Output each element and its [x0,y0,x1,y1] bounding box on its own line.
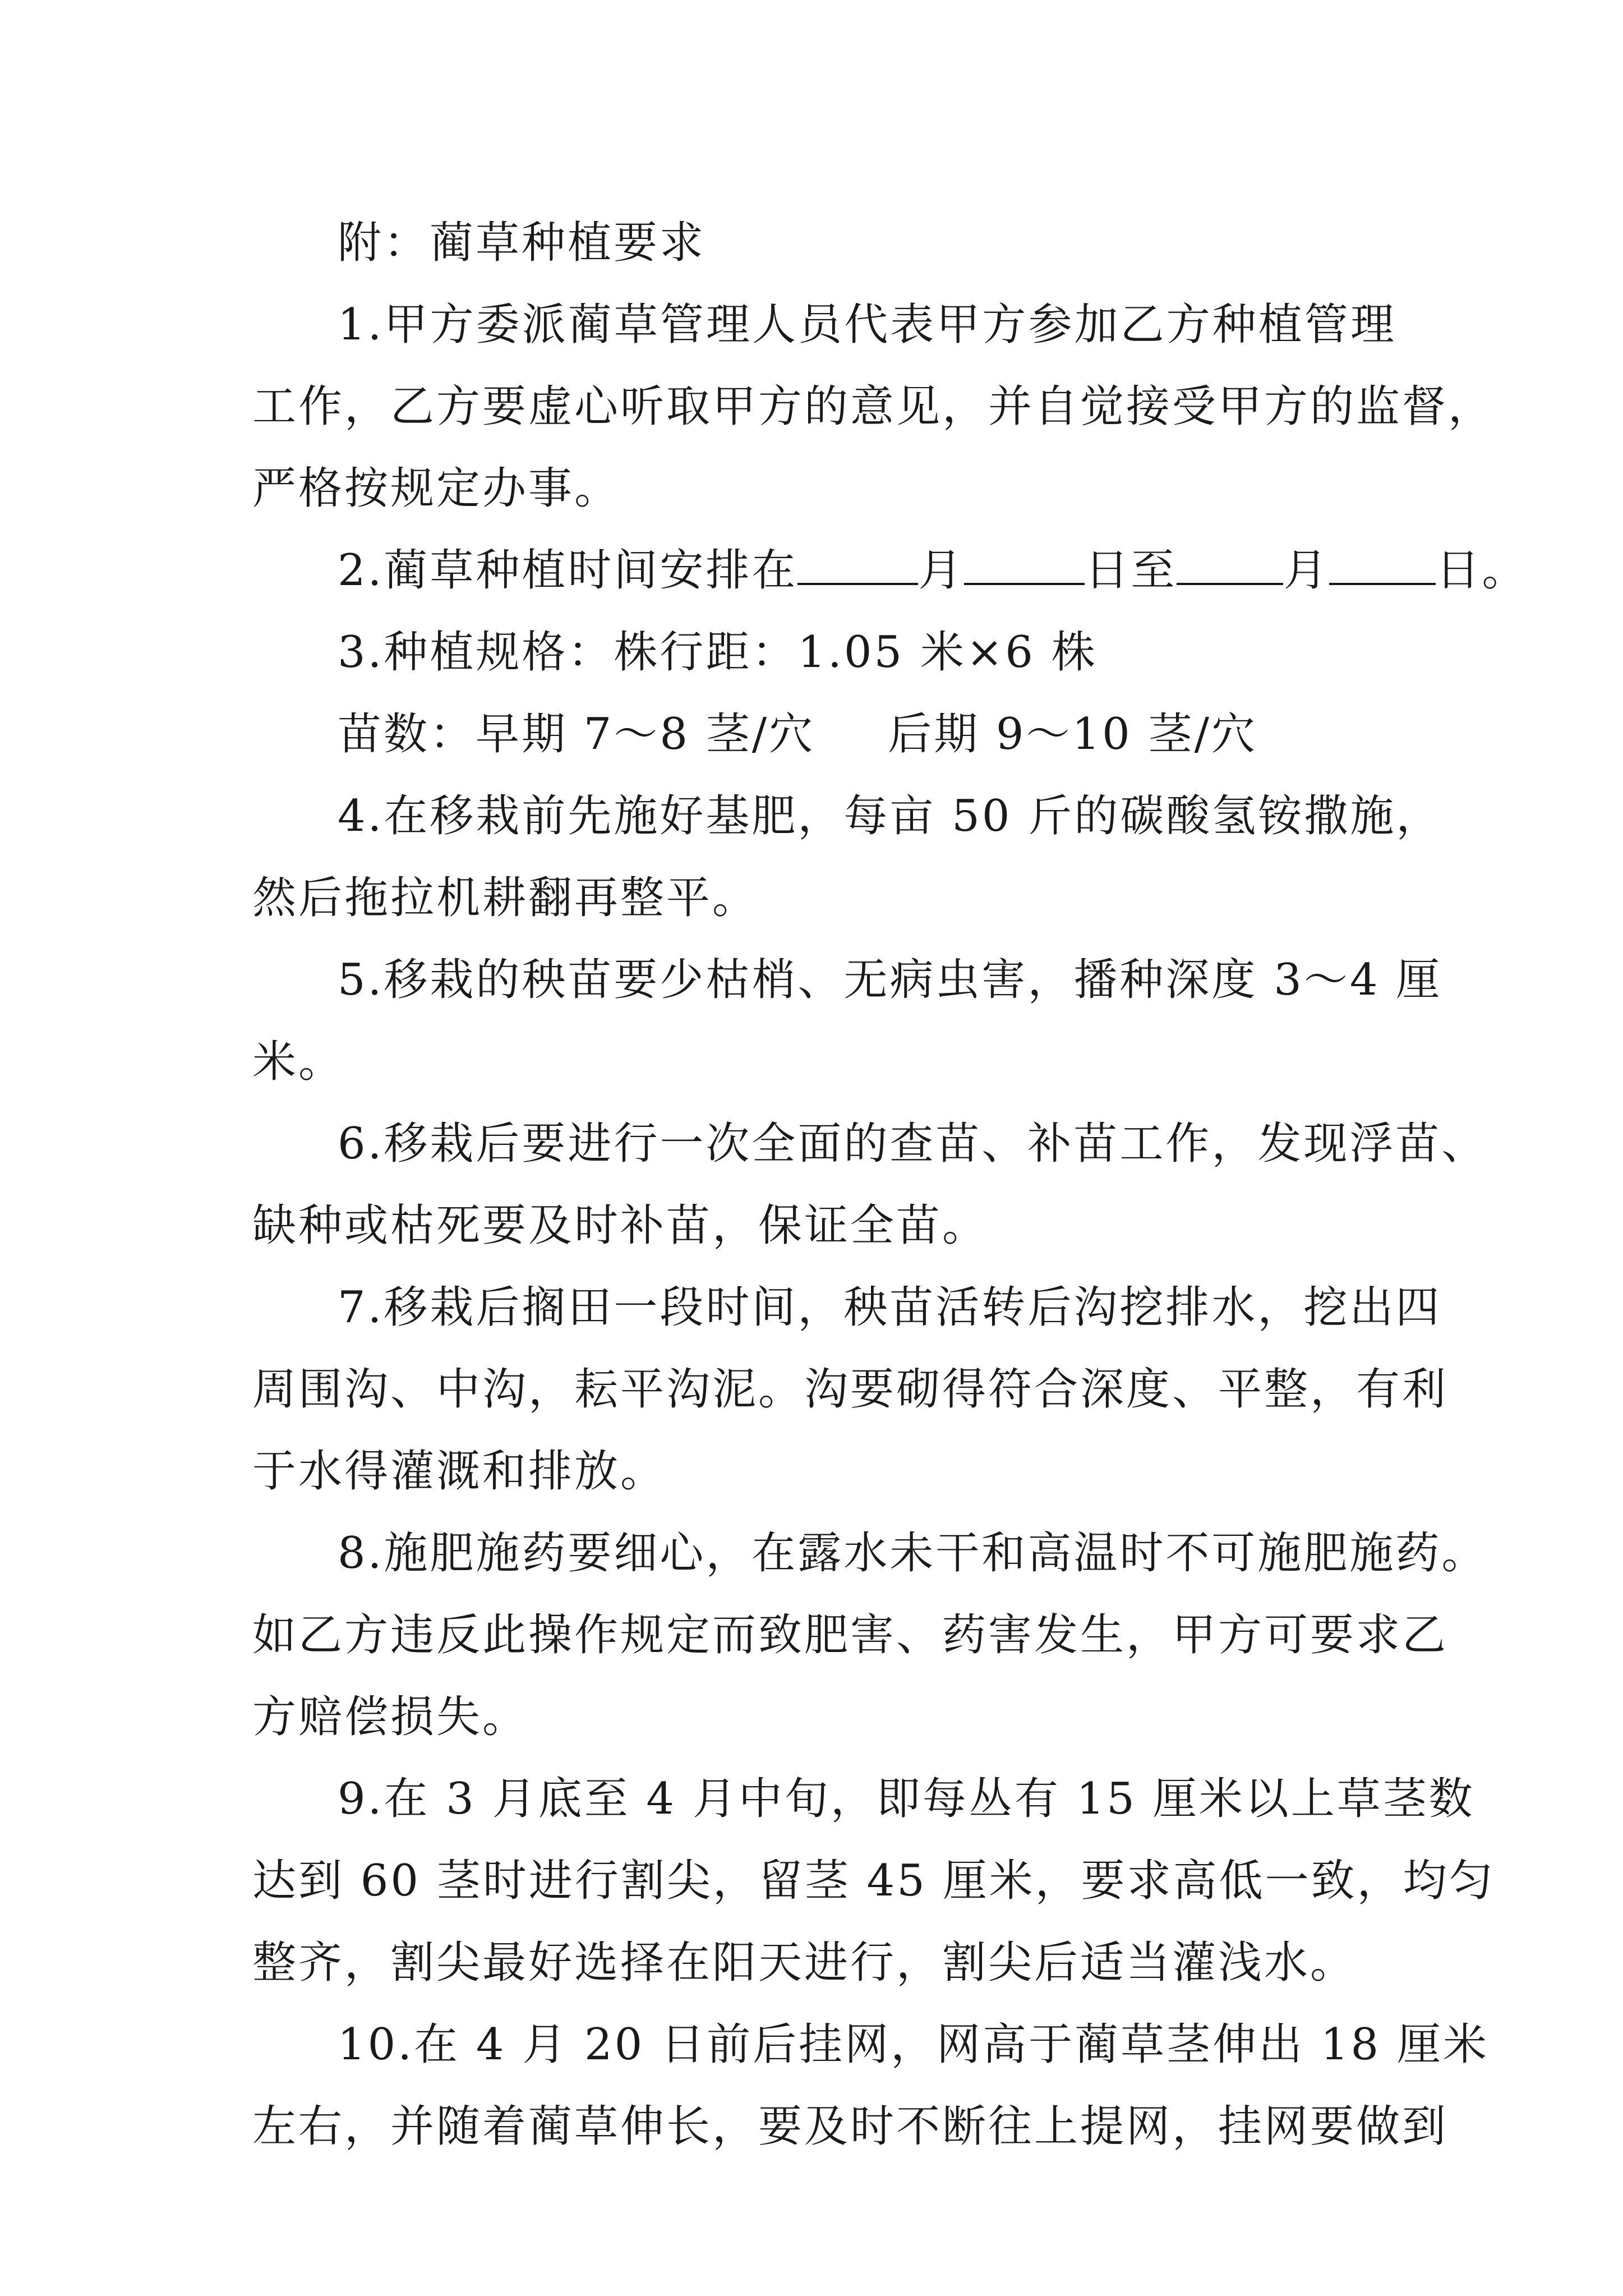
item-7-line-2: 周围沟、中沟，耘平沟泥。沟要砌得符合深度、平整，有利 [252,1364,1449,1415]
item-2-prefix: 2.蔺草种植时间安排在 [338,545,798,596]
item-4-line-1: 4.在移栽前先施好基肥，每亩 50 斤的碳酸氢铵撒施， [338,791,1442,841]
document-body [252,202,1528,2168]
item-7-line-3: 于水得灌溉和排放。 [252,1446,667,1497]
item-8-line-3: 方赔偿损失。 [252,1692,529,1742]
item-9-line-1: 9.在 3 月底至 4 月中旬，即每丛有 15 厘米以上草茎数 [338,1774,1475,1824]
month-blank-1 [797,544,918,585]
item-9-line-2: 达到 60 茎时进行割尖，留茎 45 厘米，要求高低一致，均匀 [252,1856,1495,1906]
document-heading: 附：蔺草种植要求 [338,218,706,268]
item-6-line-2: 缺种或枯死要及时补苗，保证全苗。 [252,1200,989,1251]
item-4-line-2: 然后拖拉机耕翻再整平。 [252,873,759,923]
item-3-seedlings [252,693,1396,775]
item-1-line-2: 工作，乙方要虚心听取甲方的意见，并自觉接受甲方的监督， [252,381,1495,432]
item-3-spec: 3.种植规格：株行距：1.05 米×6 株 [338,627,1098,678]
item-5-line-2: 米。 [252,1037,345,1087]
item-2-month-2: 月 [1283,545,1330,596]
item-2-schedule [252,530,1528,611]
item-6-line-1: 6.移栽后要进行一次全面的查苗、补苗工作，发现浮苗、 [338,1119,1488,1169]
item-9-line-3: 整齐，割尖最好选择在阳天进行，割尖后适当灌浅水。 [252,1938,1357,1988]
item-2-day-2: 日。 [1436,545,1528,596]
item-5-line-1: 5.移栽的秧苗要少枯梢、无病虫害，播种深度 3～4 厘 [338,955,1442,1005]
seedlings-late: 后期 9～10 茎/穴 [888,709,1257,760]
item-8-line-2: 如乙方违反此操作规定而致肥害、药害发生，甲方可要求乙 [252,1610,1449,1660]
item-7-line-1: 7.移栽后搁田一段时间，秧苗活转后沟挖排水，挖出四 [338,1282,1442,1333]
item-8-line-1: 8.施肥施药要细心，在露水未干和高温时不可施肥施药。 [338,1528,1488,1579]
item-10-line-2: 左右，并随着蔺草伸长，要及时不断往上提网，挂网要做到 [252,2101,1449,2152]
day-blank-2 [1329,544,1436,585]
seedlings-early: 苗数：早期 7～8 茎/穴 [338,709,815,760]
day-blank-1 [964,544,1085,585]
item-10-line-1: 10.在 4 月 20 日前后挂网，网高于蔺草茎伸出 18 厘米 [338,2019,1489,2070]
month-blank-2 [1177,544,1283,585]
item-2-month-1: 月 [918,545,965,596]
item-2-day-1: 日至 [1085,545,1177,596]
item-1-line-1: 1.甲方委派蔺草管理人员代表甲方参加乙方种植管理 [338,300,1396,350]
item-1-line-3: 严格按规定办事。 [252,463,621,514]
